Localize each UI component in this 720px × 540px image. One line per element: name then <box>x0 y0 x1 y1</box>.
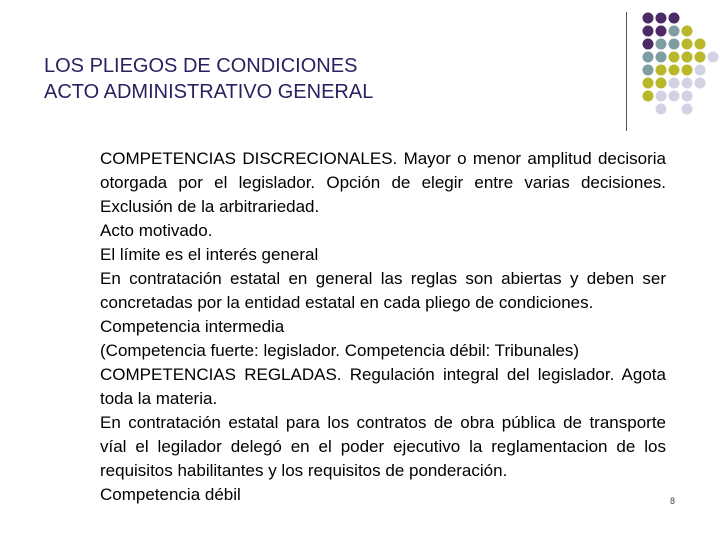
dot <box>643 13 654 24</box>
dot <box>643 26 654 37</box>
dot <box>682 104 693 115</box>
dot <box>708 52 719 63</box>
dot <box>682 78 693 89</box>
dot <box>682 52 693 63</box>
dot <box>669 26 680 37</box>
paragraph-competencias-regladas: COMPETENCIAS REGLADAS. Regulación integral del legislador. Agota toda la materia. <box>100 365 666 408</box>
dot <box>695 39 706 50</box>
slide-title-line-2: ACTO ADMINISTRATIVO GENERAL <box>44 81 374 103</box>
dot <box>669 78 680 89</box>
dot <box>682 65 693 76</box>
dot <box>643 39 654 50</box>
paragraph-contratacion-obra-publica: En contratación estatal para los contratos de obra pública de transporte víal el legilador delegó en el poder ejecutivo la reglamentacion de los requisitos habilitantes y los requisitos de ponderación. <box>100 413 666 480</box>
dot <box>656 65 667 76</box>
paragraph-competencia-fuerte-debil: (Competencia fuerte: legislador. Competencia débil: Tribunales) <box>100 341 580 360</box>
dot <box>695 65 706 76</box>
dot <box>669 91 680 102</box>
dot <box>682 91 693 102</box>
dot <box>669 13 680 24</box>
title-divider-line <box>626 12 627 131</box>
dot <box>669 52 680 63</box>
dot <box>682 39 693 50</box>
dot <box>656 104 667 115</box>
paragraph-competencia-intermedia: Competencia intermedia <box>100 317 285 336</box>
paragraph-competencias-discrecionales: COMPETENCIAS DISCRECIONALES. Mayor o menor amplitud decisoria otorgada por el legislador. Opción de elegir entre varias decisiones. Exclusión de la arbitrariedad. <box>100 149 666 216</box>
slide-title-line-1: LOS PLIEGOS DE CONDICIONES <box>44 55 358 77</box>
dot <box>695 52 706 63</box>
paragraph-contratacion-estatal-general: En contratación estatal en general las reglas son abiertas y deben ser concretadas por la entidad estatal en cada pliego de condiciones. <box>100 269 666 312</box>
paragraph-limite-interes-general: El límite es el interés general <box>100 245 319 264</box>
dot <box>643 91 654 102</box>
dot <box>682 26 693 37</box>
dot <box>656 26 667 37</box>
paragraph-competencia-debil: Competencia débil <box>100 485 241 504</box>
dot <box>656 13 667 24</box>
dot <box>643 52 654 63</box>
slide-title <box>44 53 604 105</box>
paragraph-acto-motivado: Acto motivado. <box>100 221 213 240</box>
dot <box>669 65 680 76</box>
dot <box>643 65 654 76</box>
slide-body <box>100 147 666 507</box>
slide-number: 8 <box>670 496 676 506</box>
dot <box>643 78 654 89</box>
dot <box>656 91 667 102</box>
dot <box>656 52 667 63</box>
dot <box>695 78 706 89</box>
dot <box>669 39 680 50</box>
dot <box>656 39 667 50</box>
dot <box>656 78 667 89</box>
